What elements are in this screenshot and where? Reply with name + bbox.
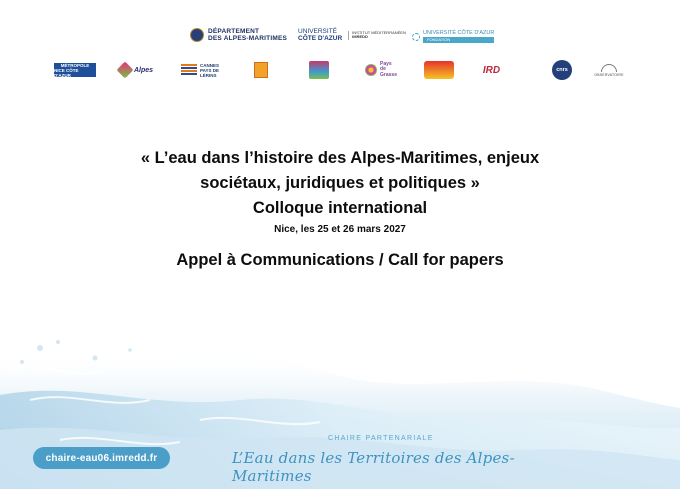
ird-text: IRD bbox=[482, 64, 501, 76]
dept-line2: DES ALPES-MARITIMES bbox=[208, 35, 288, 42]
uca-side1: INSTITUT MÉDITERRANÉEN bbox=[352, 29, 406, 35]
alpes-logo bbox=[117, 60, 155, 80]
sun-circle-icon bbox=[412, 33, 420, 41]
title-line3: Colloque international bbox=[252, 199, 428, 217]
obs-text: OBSERVATOIRE bbox=[594, 72, 624, 77]
dept-line1: DÉPARTEMENT bbox=[208, 28, 260, 35]
cnrs-logo: cnrs bbox=[552, 60, 572, 80]
pays-de-grasse-logo bbox=[360, 60, 402, 80]
ucaf-band: FONDATION bbox=[423, 37, 494, 43]
cannes-lerins-logo bbox=[176, 60, 224, 80]
cannes-line1: CANNES bbox=[199, 62, 219, 68]
metropole-line2: NICE CÔTE D'AZUR bbox=[54, 67, 79, 78]
metropole-line1: MÉTROPOLE bbox=[60, 62, 90, 68]
partner-logo-row bbox=[0, 60, 680, 82]
flower-icon bbox=[365, 64, 377, 76]
event-date: Nice, les 25 et 26 mars 2027 bbox=[274, 224, 406, 235]
cannes-line3: LÉRINS bbox=[199, 72, 217, 78]
top-partner-row bbox=[0, 28, 680, 48]
website-url-badge[interactable]: chaire-eau06.imredd.fr bbox=[33, 447, 170, 469]
ird-logo bbox=[478, 60, 534, 80]
observatoire-logo bbox=[596, 60, 622, 80]
title-line2: sociétaux, juridiques et politiques » bbox=[200, 174, 480, 192]
chair-label: CHAIRE PARTENARIALE bbox=[328, 435, 434, 442]
fondation-uca-logo bbox=[412, 30, 494, 43]
metropole-logo bbox=[54, 63, 96, 77]
partner-badge-red-yellow-icon bbox=[424, 61, 454, 79]
dome-icon bbox=[601, 64, 617, 72]
partner-badge-orange-icon bbox=[254, 62, 268, 78]
uca-line1: UNIVERSITÉ bbox=[298, 28, 338, 35]
alpes-diamond-icon bbox=[116, 62, 133, 79]
ucaf-name: UNIVERSITÉ CÔTE D'AZUR bbox=[423, 30, 495, 36]
cannes-line2: PAYS DE bbox=[199, 67, 219, 73]
uca-line2: CÔTE D'AZUR bbox=[298, 35, 343, 42]
chair-title: L’Eau dans les Territoires des Alpes-Maritimes bbox=[232, 449, 515, 485]
partner-badge-colorful-icon bbox=[309, 61, 329, 79]
departement-seal-icon bbox=[190, 28, 204, 42]
departement-logo bbox=[190, 28, 287, 42]
alpes-text: Alpes bbox=[133, 66, 154, 74]
title-line1: « L’eau dans l’histoire des Alpes-Maritimes, enjeux bbox=[140, 149, 540, 167]
grasse-line1: Pays bbox=[380, 60, 392, 67]
waves-icon bbox=[181, 64, 197, 76]
call-for-papers: Appel à Communications / Call for papers bbox=[176, 251, 504, 269]
uca-side2: IMREDD bbox=[352, 34, 368, 39]
universite-cote-azur-logo bbox=[298, 28, 406, 42]
title-block bbox=[0, 146, 680, 273]
grasse-line2: de bbox=[380, 66, 386, 73]
grasse-line3: Grasse bbox=[380, 71, 397, 78]
